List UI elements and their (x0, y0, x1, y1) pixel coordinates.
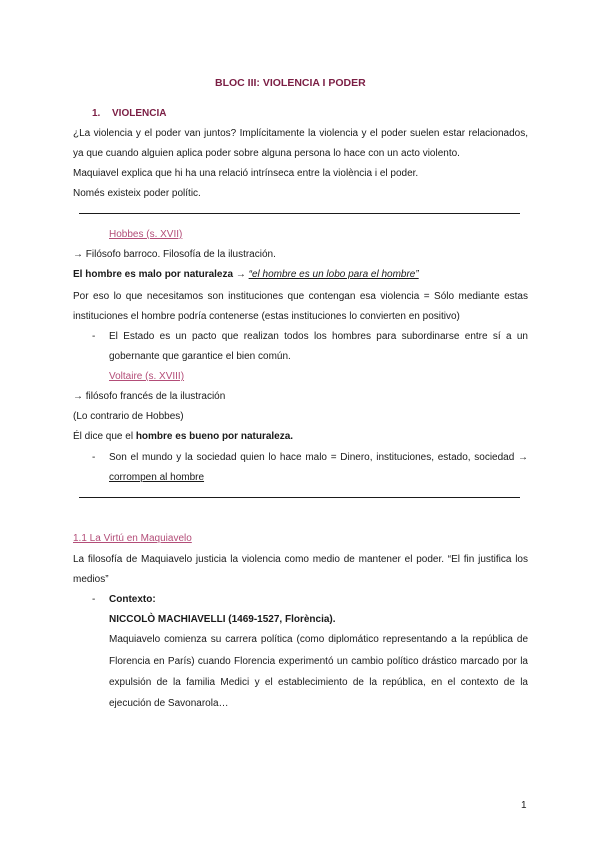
virtu-bullet-dash: - (92, 594, 96, 605)
virtu-line-1: La filosofía de Maquiavelo justicia la violencia como medio de mantener el poder. “El fin justifica los (73, 554, 528, 565)
divider-line (79, 213, 520, 214)
voltaire-line-2: (Lo contrario de Hobbes) (73, 411, 184, 422)
voltaire-line-3-pre: Él dice que el (73, 431, 136, 442)
machiavelli-para-line-2: Florencia en París) cuando Florencia experimentó un cambio político drástico marcado por la (109, 656, 528, 667)
hobbes-bullet-line-2: gobernante que garantice el bien común. (109, 351, 291, 362)
intro-line-3: Maquiavel explica que hi ha una relació intrínseca entre la violència i el poder. (73, 168, 419, 179)
machiavelli-para-line-4: ejecución de Savonarola… (109, 698, 229, 709)
machiavelli-name: NICCOLÒ MACHIAVELLI (1469-1527, Florència). (109, 614, 336, 625)
voltaire-bullet-line-1: Son el mundo y la sociedad quien lo hace malo = Dinero, instituciones, estado, sociedad → (109, 452, 528, 463)
voltaire-heading: Voltaire (s. XVIII) (109, 371, 185, 382)
voltaire-line-3 (73, 430, 293, 443)
voltaire-bullet-dash: - (92, 452, 96, 463)
hobbes-statement-arrow: → (233, 269, 249, 280)
intro-line-2: ya que cuando alguien aplica poder sobre alguna persona lo hace con un acto violento. (73, 148, 460, 159)
hobbes-statement (73, 268, 419, 281)
hobbes-quote: “el hombre es un lobo para el hombre” (248, 269, 419, 280)
voltaire-line-3-bold: hombre es bueno por naturaleza. (135, 431, 294, 442)
machiavelli-para-line-3: expulsión de la familia Medici y el establecimiento de la república, en el contexto de la (109, 677, 528, 688)
intro-line-1: ¿La violencia y el poder van juntos? Implícitamente la violencia y el poder suelen estar relacionados, (73, 128, 528, 139)
voltaire-line-1: → filósofo francés de la ilustración (73, 391, 226, 402)
page-number: 1 (521, 800, 527, 811)
virtu-heading: 1.1 La Virtú en Maquiavelo (73, 533, 192, 544)
hobbes-line-1: → Filósofo barroco. Filosofía de la ilustración. (73, 249, 276, 260)
hobbes-statement-bold: El hombre es malo por naturaleza (73, 269, 234, 280)
intro-line-4: Només existeix poder polític. (73, 188, 201, 199)
hobbes-para-line-2: instituciones el hombre podría contenerse (estas instituciones lo convierten en positivo) (73, 311, 460, 322)
hobbes-heading: Hobbes (s. XVII) (109, 229, 183, 240)
section-label: VIOLENCIA (112, 108, 167, 119)
hobbes-bullet-dash: - (92, 331, 96, 342)
context-label: Contexto: (109, 594, 156, 605)
machiavelli-para-line-1: Maquiavelo comienza su carrera política (como diplomático representando a la república de (109, 634, 528, 645)
document-title: BLOC III: VIOLENCIA I PODER (215, 77, 366, 89)
voltaire-bullet-line-2: corrompen al hombre (109, 472, 205, 483)
divider-line (79, 497, 520, 498)
section-number: 1. (92, 108, 101, 119)
section-heading-violencia (92, 107, 166, 120)
hobbes-bullet-line-1: El Estado es un pacto que realizan todos los hombres para subordinarse entre sí a un (109, 331, 528, 342)
virtu-line-2: medios” (73, 574, 109, 585)
hobbes-para-line-1: Por eso lo que necesitamos son instituciones que contengan esa violencia = Sólo mediante estas (73, 291, 528, 302)
